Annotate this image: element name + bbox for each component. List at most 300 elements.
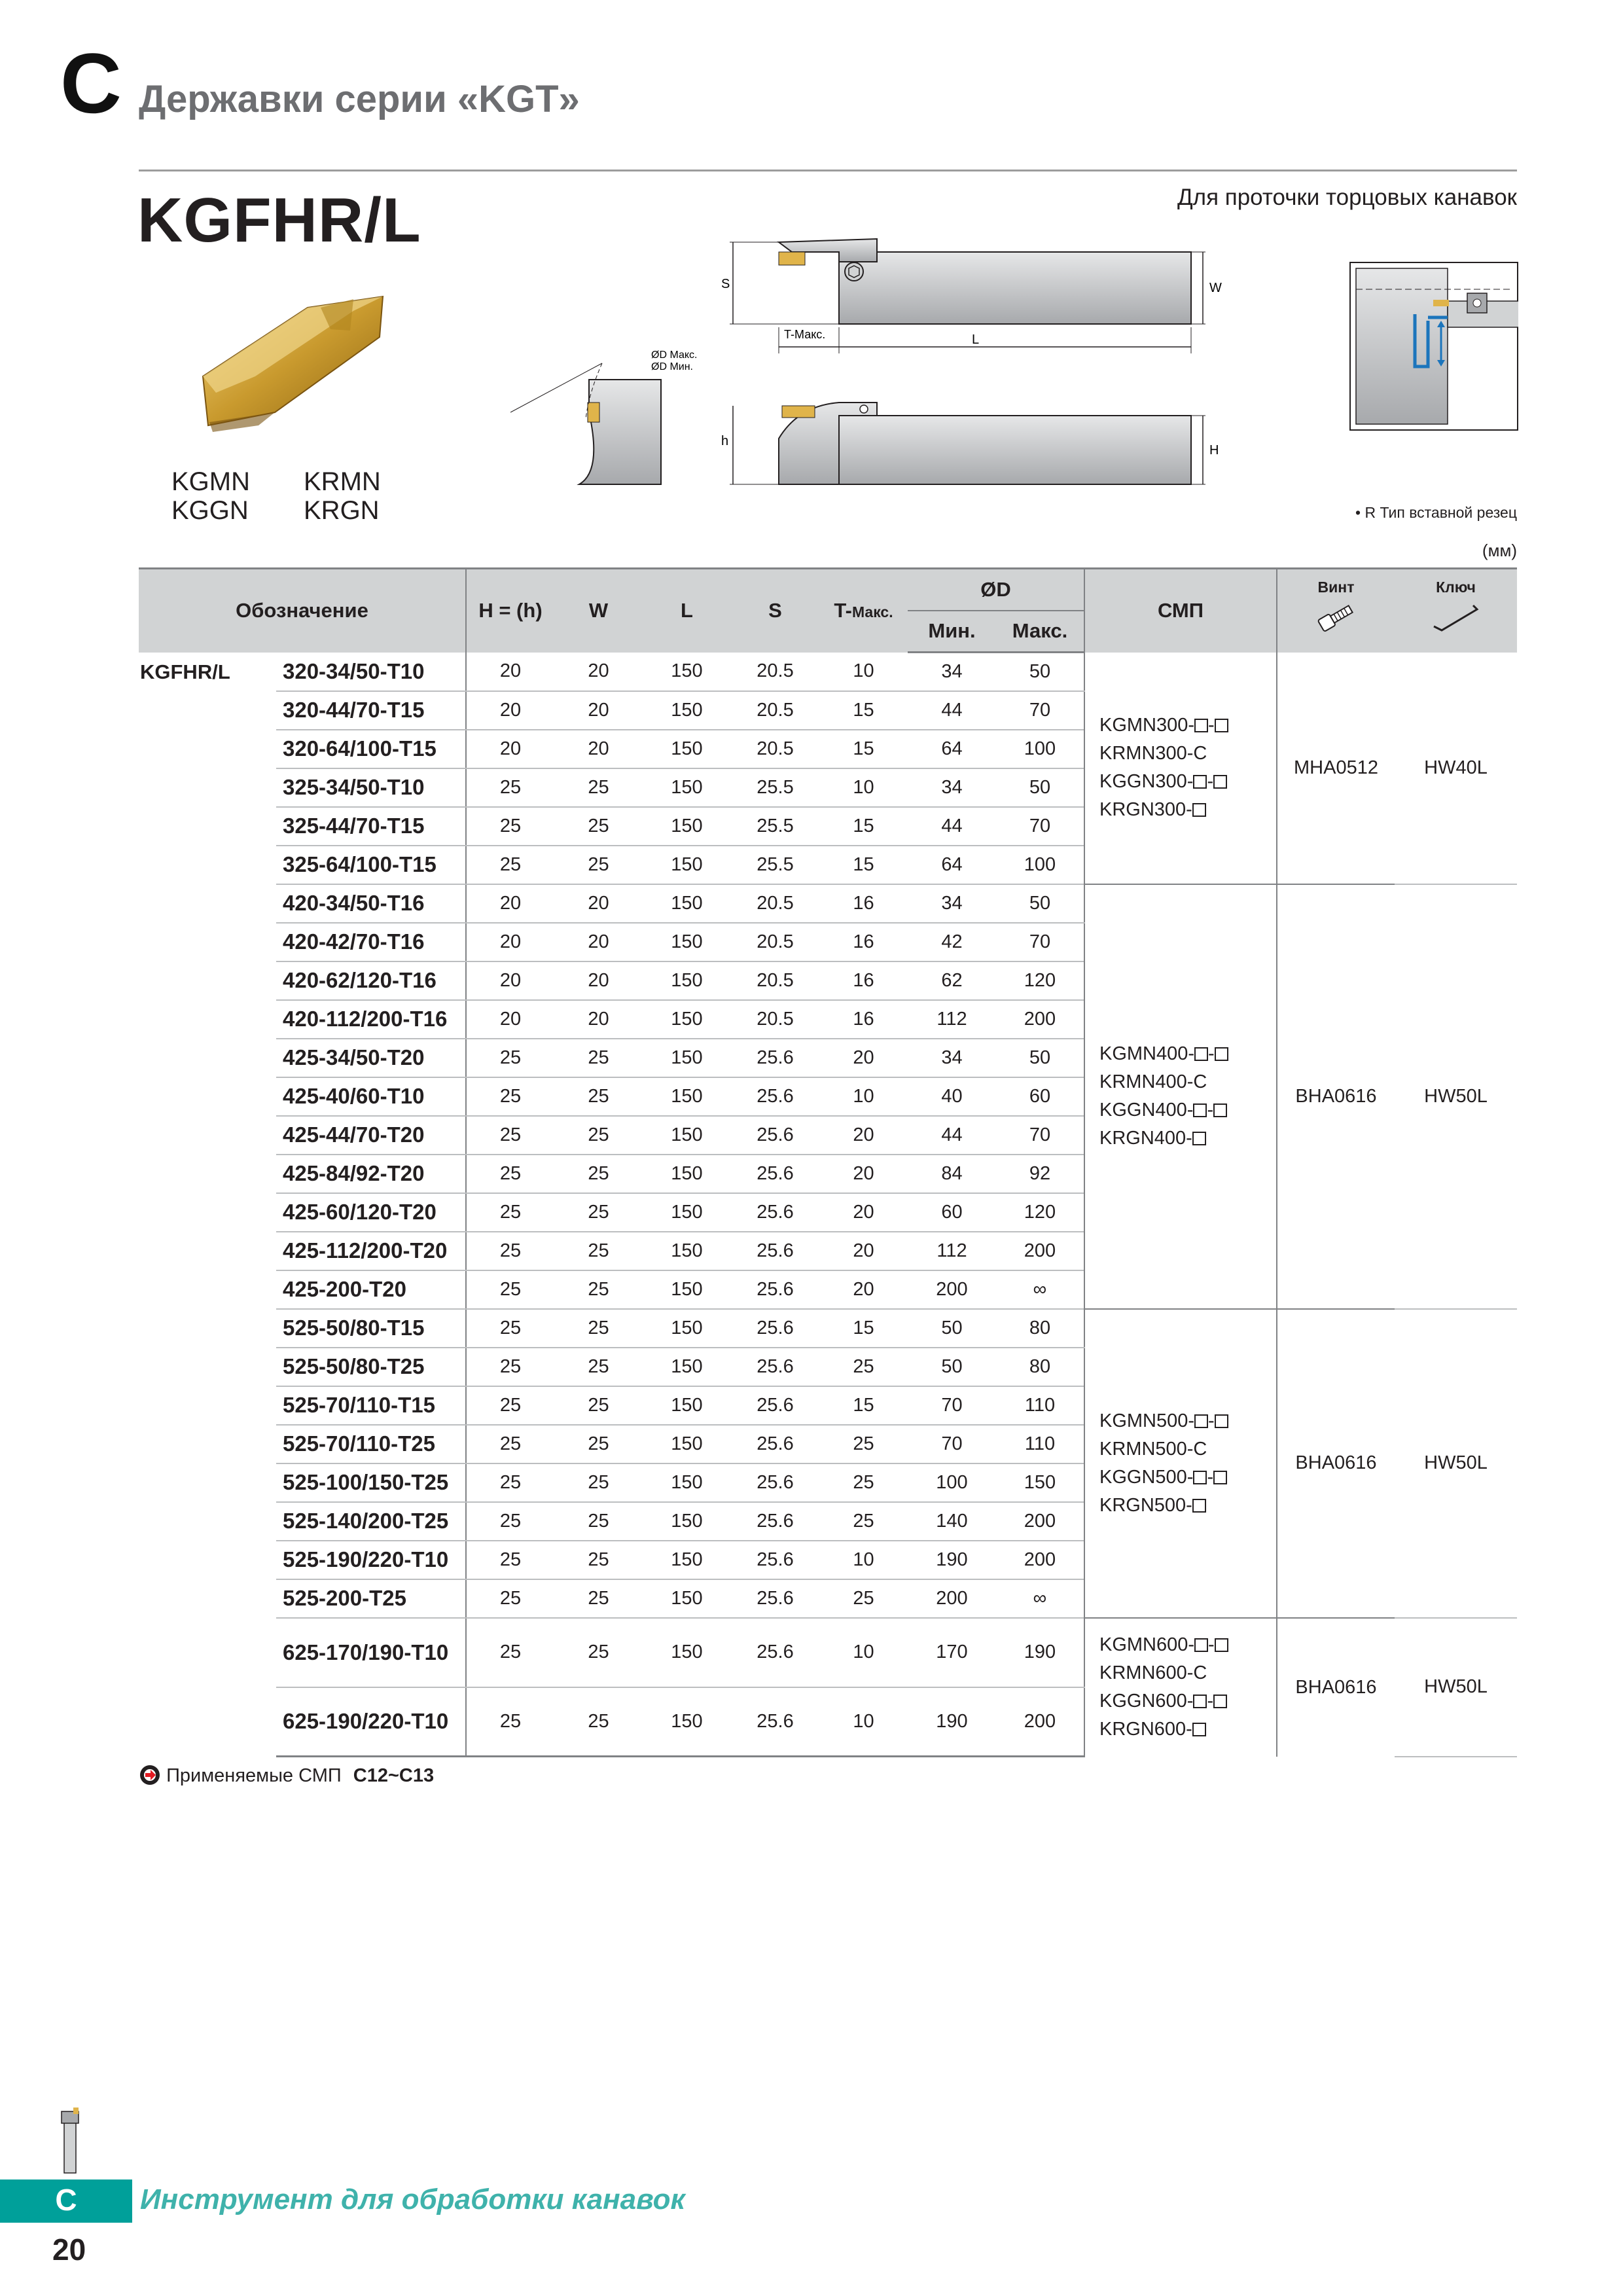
value-cell: 20.5 [731,961,819,1000]
value-cell: 20 [554,730,643,768]
value-cell: 150 [643,1232,731,1270]
placeholder-box [1213,1695,1227,1708]
table-row [139,1309,1517,1348]
value-cell: 25 [554,846,643,884]
dim-D-max: ØD Макс. [651,350,698,361]
value-cell: 25.5 [731,846,819,884]
placeholder-box [1192,1723,1206,1736]
value-cell: 20 [819,1039,908,1077]
value-cell: 25 [554,1502,643,1541]
value-cell: 150 [643,1348,731,1386]
value-cell: 15 [819,846,908,884]
designation-cell: 320-44/70-T15 [276,691,466,730]
value-cell: 25.6 [731,1232,819,1270]
application-text: Для проточки торцовых канавок [1177,185,1517,210]
col-D: ØD [908,569,1084,611]
value-cell: 25 [554,1309,643,1348]
value-cell: 20 [466,923,554,961]
value-cell: 150 [643,1386,731,1425]
value-cell: 44 [908,1116,996,1155]
value-cell: 150 [643,1687,731,1757]
designation-cell: 625-190/220-T10 [276,1687,466,1757]
applicable-inserts-note [139,1764,434,1787]
placeholder-box [1193,1103,1207,1117]
value-cell: 62 [908,961,996,1000]
value-cell: 15 [819,807,908,846]
insert-code: KGGN600- - [1099,1687,1276,1715]
value-cell: 10 [819,768,908,807]
dim-S: S [721,277,730,291]
value-cell: 25 [554,1155,643,1193]
designation-cell: 525-70/110-T25 [276,1425,466,1463]
value-cell: 150 [996,1463,1084,1502]
designation-cell: 420-112/200-T16 [276,1000,466,1039]
value-cell: 25.6 [731,1541,819,1579]
value-cell: 25 [819,1502,908,1541]
value-cell: 150 [643,1541,731,1579]
value-cell: 64 [908,730,996,768]
value-cell: 34 [908,1039,996,1077]
col-insert: СМП [1084,569,1277,653]
value-cell: 25.6 [731,1463,819,1502]
value-cell: 25 [466,1270,554,1309]
insert-list [1084,1618,1277,1757]
insert-code-text: KGGN300- [1099,771,1194,792]
value-cell: 120 [996,961,1084,1000]
value-cell: 25.6 [731,1039,819,1077]
value-cell: 25 [466,1077,554,1116]
value-cell: 20 [819,1155,908,1193]
value-cell: 16 [819,884,908,923]
value-cell: 20.5 [731,691,819,730]
value-cell: 15 [819,1386,908,1425]
value-cell: 25 [819,1579,908,1618]
value-cell: 10 [819,1077,908,1116]
value-cell: 70 [908,1386,996,1425]
designation-cell: 525-190/220-T10 [276,1541,466,1579]
insert-code [1099,1068,1276,1096]
designation-cell: 525-140/200-T25 [276,1502,466,1541]
value-cell: 20.5 [731,884,819,923]
value-cell: 25 [466,1541,554,1579]
placeholder-box [1192,1499,1206,1513]
value-cell: 150 [643,1077,731,1116]
value-cell: 150 [643,846,731,884]
designation-cell: 425-34/50-T20 [276,1039,466,1077]
r-type-note: • R Тип вставной резец [1355,504,1517,521]
placeholder-box [1215,1047,1228,1061]
applicable-inserts-pages: C12~C13 [353,1765,435,1786]
designation-cell: 325-44/70-T15 [276,807,466,846]
value-cell: 25 [466,1463,554,1502]
insert-code-text: KGGN400- [1099,1100,1194,1121]
placeholder-box [1194,1047,1208,1061]
value-cell: 20 [554,884,643,923]
value-cell: 25.5 [731,768,819,807]
insert-code-text: KRGN600- [1099,1719,1192,1740]
value-cell: 20 [554,961,643,1000]
col-key [1395,569,1517,653]
value-cell: 200 [908,1579,996,1618]
value-cell: 16 [819,961,908,1000]
col-T [819,569,908,653]
designation-cell: 425-60/120-T20 [276,1193,466,1232]
insert-code-text: KRGN500- [1099,1494,1192,1516]
value-cell: 25 [466,1386,554,1425]
dim-D-min: ØD Мин. [651,361,693,372]
value-cell: 10 [819,1541,908,1579]
value-cell: 190 [908,1541,996,1579]
value-cell: 150 [643,1193,731,1232]
facing-groove-illustration [1349,262,1518,431]
value-cell: 20 [466,653,554,691]
insert-list [1084,653,1277,884]
key-code: HW40L [1395,653,1517,884]
value-cell: 20 [819,1232,908,1270]
value-cell: 60 [996,1077,1084,1116]
insert-code [1099,1435,1276,1463]
value-cell: 50 [908,1348,996,1386]
value-cell: 25 [554,1463,643,1502]
key-code: HW50L [1395,1618,1517,1757]
value-cell: 25 [554,1618,643,1687]
placeholder-box [1193,775,1207,789]
value-cell: 25 [466,807,554,846]
insert-code [1099,796,1276,824]
value-cell: 25.6 [731,1687,819,1757]
value-cell: 70 [908,1425,996,1463]
insert-code [1099,1715,1276,1744]
screw-icon [1313,601,1359,633]
value-cell: 110 [996,1386,1084,1425]
value-cell: 170 [908,1618,996,1687]
table-row [139,1618,1517,1687]
applicable-inserts-label: Применяемые СМП [166,1765,342,1786]
value-cell: 70 [996,923,1084,961]
hex-key-icon [1430,601,1482,633]
value-cell: 25.6 [731,1193,819,1232]
value-cell: 25 [466,1193,554,1232]
value-cell: 25 [466,1116,554,1155]
insert-code-text: KRGN300- [1099,799,1192,820]
insert-code: KGGN400- - [1099,1096,1276,1124]
section-letter: C [60,35,122,131]
value-cell: 44 [908,691,996,730]
value-cell: 150 [643,1502,731,1541]
value-cell: 150 [643,1425,731,1463]
value-cell: ∞ [996,1579,1084,1618]
insert-name: KGMN [171,467,250,496]
designation-cell: 425-112/200-T20 [276,1232,466,1270]
insert-name: KRMN [304,467,381,496]
placeholder-box [1192,1132,1206,1145]
placeholder-box [1215,1414,1228,1428]
insert-code-text: KRGN400- [1099,1128,1192,1149]
value-cell: 20 [466,884,554,923]
value-cell: 20 [819,1270,908,1309]
value-cell: 25 [554,1541,643,1579]
dim-h: h [721,434,729,448]
key-code: HW50L [1395,1309,1517,1618]
value-cell: 20 [819,1193,908,1232]
insert-code-text: KRMN600-C [1099,1662,1207,1683]
value-cell: 10 [819,1687,908,1757]
insert-image [196,291,386,439]
value-cell: 44 [908,807,996,846]
value-cell: 150 [643,1270,731,1309]
insert-code-text: KRMN300-C [1099,743,1207,764]
col-W: W [554,569,643,653]
value-cell: 20.5 [731,730,819,768]
value-cell: 20 [554,923,643,961]
col-screw-label: Винт [1317,579,1355,596]
value-cell: 80 [996,1309,1084,1348]
value-cell: 25 [554,1270,643,1309]
value-cell: 10 [819,653,908,691]
insert-code-text: KGMN300- [1099,715,1195,736]
designation-cell: 425-44/70-T20 [276,1116,466,1155]
value-cell: 50 [996,653,1084,691]
value-cell: 190 [996,1618,1084,1687]
insert-code-text: KGMN600- [1099,1634,1195,1655]
value-cell: 200 [996,1687,1084,1757]
value-cell: 25 [554,807,643,846]
insert-code [1099,740,1276,768]
value-cell: 15 [819,691,908,730]
tool-drawing [510,223,1257,497]
value-cell: 25 [466,1618,554,1687]
designation-cell: 525-50/80-T25 [276,1348,466,1386]
placeholder-box [1213,775,1227,789]
value-cell: 200 [996,1000,1084,1039]
value-cell: 80 [996,1348,1084,1386]
value-cell: 20 [554,653,643,691]
value-cell: 50 [996,884,1084,923]
value-cell: 190 [908,1687,996,1757]
value-cell: 150 [643,653,731,691]
value-cell: 20 [554,1000,643,1039]
value-cell: 25.6 [731,1502,819,1541]
value-cell: 15 [819,1309,908,1348]
insert-code: KGMN500- - [1099,1407,1276,1435]
table-row [139,653,1517,691]
value-cell: 25 [466,1348,554,1386]
designation-cell: 325-34/50-T10 [276,768,466,807]
designation-cell: 425-200-T20 [276,1270,466,1309]
value-cell: 150 [643,1116,731,1155]
value-cell: 70 [996,1116,1084,1155]
placeholder-box [1194,1638,1208,1652]
insert-code [1099,1659,1276,1687]
value-cell: 25 [554,1687,643,1757]
col-H: H = (h) [466,569,554,653]
placeholder-box [1215,1638,1228,1652]
value-cell: 150 [643,1000,731,1039]
designation-cell: 320-34/50-T10 [276,653,466,691]
value-cell: 20 [819,1116,908,1155]
value-cell: 150 [643,1579,731,1618]
value-cell: 50 [908,1309,996,1348]
value-cell: 150 [643,923,731,961]
screw-code: BHA0616 [1277,1309,1395,1618]
header-title: Державки серии «KGT» [139,78,580,120]
insert-code-text: KGGN600- [1099,1691,1194,1712]
value-cell: 25.6 [731,1270,819,1309]
value-cell: 64 [908,846,996,884]
value-cell: 25 [554,1425,643,1463]
value-cell: 20.5 [731,1000,819,1039]
insert-code: KGGN500- - [1099,1463,1276,1492]
col-D-max: Макс. [996,611,1084,653]
insert-code-text: KRMN500-C [1099,1438,1207,1460]
value-cell: 200 [996,1541,1084,1579]
placeholder-box [1215,719,1228,732]
value-cell: 20 [466,691,554,730]
value-cell: 150 [643,730,731,768]
insert-name: KRGN [304,496,380,525]
col-screw [1277,569,1395,653]
designation-cell: 525-70/110-T15 [276,1386,466,1425]
value-cell: 25.6 [731,1155,819,1193]
value-cell: 25 [466,1155,554,1193]
value-cell: 25.6 [731,1116,819,1155]
col-designation: Обозначение [139,569,466,653]
value-cell: 25 [554,768,643,807]
value-cell: 25 [554,1579,643,1618]
value-cell: 150 [643,807,731,846]
dim-T-max: T-Макс. [784,328,826,341]
dim-W: W [1209,281,1222,295]
designation-cell: 525-200-T25 [276,1579,466,1618]
spec-table-body [139,653,1517,1757]
value-cell: 25 [466,1502,554,1541]
value-cell: 150 [643,1155,731,1193]
page-number: 20 [52,2233,86,2267]
designation-cell: 420-34/50-T16 [276,884,466,923]
page-reference-icon [139,1764,161,1786]
value-cell: 120 [996,1193,1084,1232]
insert-list [1084,884,1277,1309]
table-row [139,884,1517,923]
col-D-min: Мин. [908,611,996,653]
value-cell: 10 [819,1618,908,1687]
value-cell: 200 [908,1270,996,1309]
value-cell: 150 [643,1039,731,1077]
placeholder-box [1193,1695,1207,1708]
value-cell: 15 [819,730,908,768]
value-cell: 34 [908,653,996,691]
value-cell: 200 [996,1232,1084,1270]
model-title: KGFHR/L [137,185,421,255]
value-cell: 20 [466,730,554,768]
value-cell: 40 [908,1077,996,1116]
footer-tool-icon [55,2108,85,2178]
value-cell: 112 [908,1000,996,1039]
value-cell: 150 [643,1309,731,1348]
value-cell: 25 [554,1193,643,1232]
value-cell: 20.5 [731,923,819,961]
insert-name: KGGN [171,496,249,525]
value-cell: 34 [908,884,996,923]
value-cell: 150 [643,1463,731,1502]
value-cell: 100 [908,1463,996,1502]
value-cell: 140 [908,1502,996,1541]
value-cell: 25 [819,1463,908,1502]
value-cell: 25 [466,846,554,884]
value-cell: 25 [466,1232,554,1270]
value-cell: 34 [908,768,996,807]
value-cell: 150 [643,961,731,1000]
col-L: L [643,569,731,653]
value-cell: 25 [554,1386,643,1425]
insert-code-text: KGMN500- [1099,1410,1195,1431]
value-cell: 150 [643,1618,731,1687]
value-cell: 25 [466,768,554,807]
dim-H: H [1209,443,1219,457]
designation-cell: 425-84/92-T20 [276,1155,466,1193]
designation-cell: 320-64/100-T15 [276,730,466,768]
screw-code: BHA0616 [1277,884,1395,1309]
col-S: S [731,569,819,653]
footer-section-title: Инструмент для обработки канавок [140,2183,685,2215]
value-cell: 50 [996,768,1084,807]
designation-cell: 420-42/70-T16 [276,923,466,961]
insert-code: KGMN300- - [1099,711,1276,740]
value-cell: 16 [819,1000,908,1039]
value-cell: 25 [554,1077,643,1116]
value-cell: 25 [466,1687,554,1757]
insert-code: KGGN300- - [1099,768,1276,796]
value-cell: 150 [643,884,731,923]
value-cell: 20 [554,691,643,730]
placeholder-box [1194,1414,1208,1428]
value-cell: 92 [996,1155,1084,1193]
insert-list [1084,1309,1277,1618]
value-cell: 42 [908,923,996,961]
value-cell: 84 [908,1155,996,1193]
value-cell: 20 [466,1000,554,1039]
insert-code-text: KRMN400-C [1099,1071,1207,1092]
value-cell: 25.6 [731,1425,819,1463]
col-T-main: T- [834,599,852,622]
value-cell: 200 [996,1502,1084,1541]
value-cell: 25 [554,1232,643,1270]
value-cell: 25.5 [731,807,819,846]
designation-cell: 525-100/150-T25 [276,1463,466,1502]
value-cell: 25 [554,1116,643,1155]
designation-cell: 625-170/190-T10 [276,1618,466,1687]
col-T-suffix: Макс. [851,603,893,621]
value-cell: 25 [554,1348,643,1386]
placeholder-box [1194,719,1208,732]
value-cell: ∞ [996,1270,1084,1309]
dim-L: L [972,332,980,347]
value-cell: 25.6 [731,1077,819,1116]
value-cell: 25 [466,1579,554,1618]
insert-code-text: KGGN500- [1099,1466,1194,1488]
screw-code: MHA0512 [1277,653,1395,884]
value-cell: 70 [996,807,1084,846]
series-label: KGFHR/L [140,660,230,683]
designation-cell: 325-64/100-T15 [276,846,466,884]
value-cell: 25.6 [731,1618,819,1687]
insert-code: KGMN600- - [1099,1631,1276,1659]
header-divider [139,170,1517,171]
value-cell: 25 [466,1425,554,1463]
insert-names-left [171,467,250,525]
value-cell: 25 [554,1039,643,1077]
footer-section-letter: C [55,2183,77,2217]
